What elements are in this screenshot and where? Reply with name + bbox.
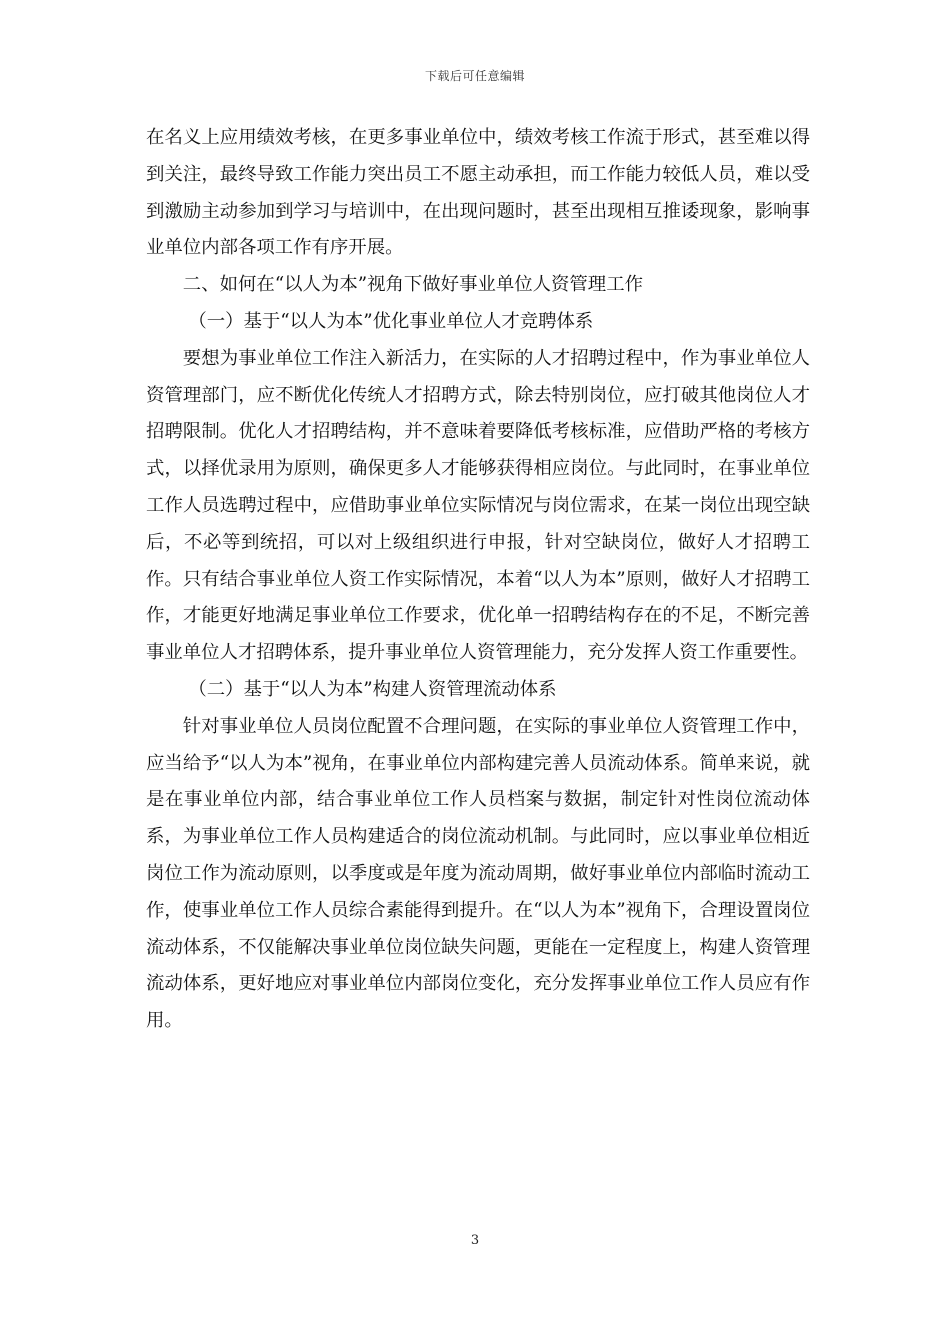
subsection-heading-2: （二）基于“以人为本”构建人资管理流动体系 [188,678,557,700]
page-number: 3 [470,1233,480,1248]
paragraph-2: 要想为事业单位工作注入新活力，在实际的人才招聘过程中，作为事业单位人资管理部门，应不断优化传统人才招聘方式，除去特别岗位，应打破其他岗位人才招聘限制。优化人才招聘结构，并不意味着要降低考核标准，应借助严格的考核方式，以择优录用为原则，确保更多人才能够获得相应岗位。与此同时，在事业单位工作人员选聘过程中，应借助事业单位实际情况与岗位需求，在某一岗位出现空缺后，不必等到统招，可以对上级组织进行申报，针对空缺岗位，做好人才招聘工作。只有结合事业单位人资工作实际情况，本着“以人为本”原则，做好人才招聘工作，才能更好地满足事业单位工作要求，优化单一招聘结构存在的不足，不断完善事业单位人才招聘体系，提升事业单位人资管理能力，充分发挥人资工作重要性。 [146,347,810,664]
header-note: 下载后可任意编辑 [424,69,525,83]
subsection-heading-1: （一）基于“以人为本”优化事业单位人才竞聘体系 [188,310,594,332]
document-body [146,120,810,1040]
section-heading-2: 二、如何在“以人为本”视角下做好事业单位人资管理工作 [182,274,643,296]
paragraph-3: 针对事业单位人员岗位配置不合理问题，在实际的事业单位人资管理工作中，应当给予“以人为本”视角，在事业单位内部构建完善人员流动体系。简单来说，就是在事业单位内部，结合事业单位工作人员档案与数据，制定针对性岗位流动体系，为事业单位工作人员构建适合的岗位流动机制。与此同时，应以事业单位相近岗位工作为流动原则，以季度或是年度为流动周期，做好事业单位内部临时流动工作，使事业单位工作人员综合素能得到提升。在“以人为本”视角下，合理设置岗位流动体系，不仅能解决事业单位岗位缺失问题，更能在一定程度上，构建人资管理流动体系，更好地应对事业单位内部岗位变化，充分发挥事业单位工作人员应有作用。 [146,715,810,1032]
paragraph-1: 在名义上应用绩效考核，在更多事业单位中，绩效考核工作流于形式，甚至难以得到关注，最终导致工作能力突出员工不愿主动承担，而工作能力较低人员，难以受到激励主动参加到学习与培训中，在出现问题时，甚至出现相互推诿现象，影响事业单位内部各项工作有序开展。 [146,127,810,259]
